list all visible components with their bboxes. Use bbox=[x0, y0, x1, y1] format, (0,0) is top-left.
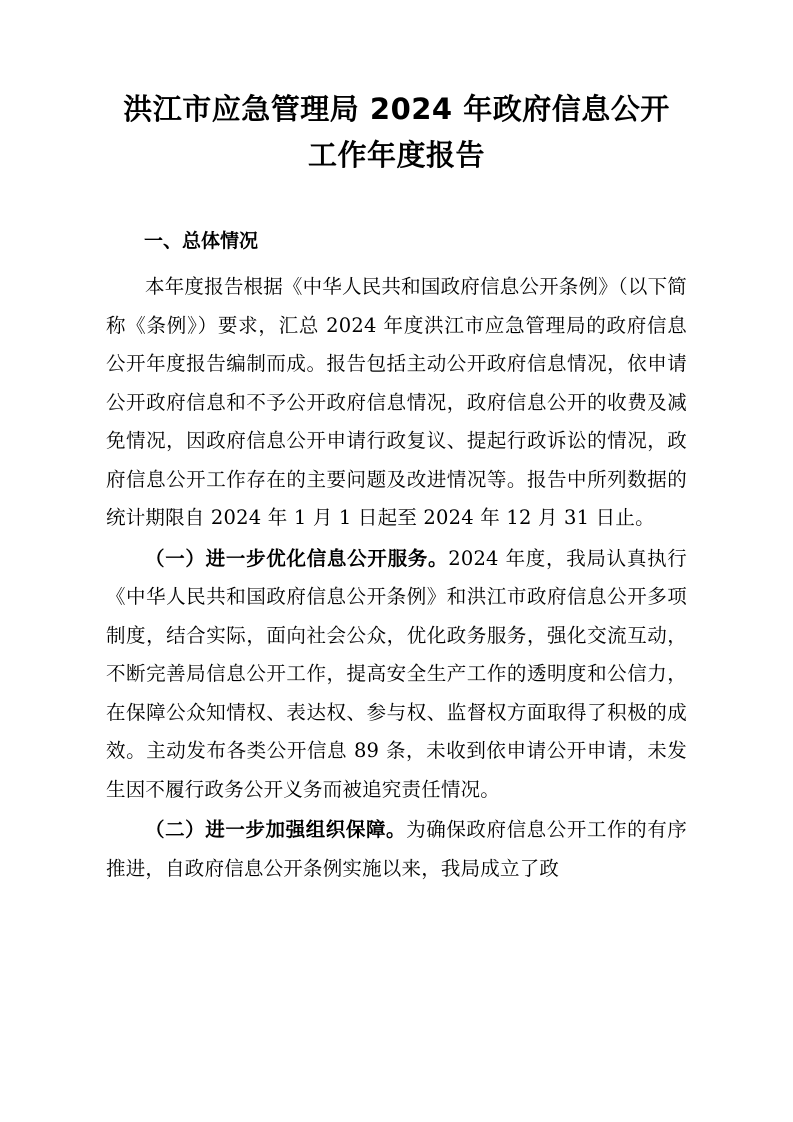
paragraph-report-basis bbox=[106, 268, 687, 538]
section-overall-situation bbox=[106, 222, 687, 888]
paragraph-organizational-guarantee bbox=[106, 811, 687, 888]
page-title: 洪江市应急管理局 2024 年政府信息公开工作年度报告 bbox=[123, 92, 670, 172]
paragraph-lead-label: （一）进一步优化信息公开服务。 bbox=[145, 546, 449, 570]
paragraph-text: 为确保政府信息公开工作的有序推进，自政府信息公开条例实施以来，我局成立了政 bbox=[106, 818, 687, 880]
paragraph-optimize-service bbox=[106, 540, 687, 810]
section-heading: 一、总体情况 bbox=[144, 230, 259, 252]
paragraph-lead-label: （二）进一步加强组织保障。 bbox=[145, 818, 407, 841]
paragraph-text: 2024 年度，我局认真执行《中华人民共和国政府信息公开条例》和洪江市政府信息公开多项制度，结合实际，面向社会公众，优化政务服务，强化交流互动，不断完善局信息公开工作，提高安全生产工作的透明度和公信力，在保障公众知情权、表达权、参与权、监督权方面取得了积极的成效。主动发布各类公开信息 89 条，未收到依申请公开申请，未发生因不履行政务公开义务而被追究责任情况。 bbox=[106, 546, 687, 801]
paragraph-text: 本年度报告根据《中华人民共和国政府信息公开条例》（以下简称《条例》）要求，汇总 2024 年度洪江市应急管理局的政府信息公开年度报告编制而成。报告包括主动公开政府信息情况，依申请公开政府信息和不予公开政府信息情况，政府信息公开的收费及减免情况，因政府信息公开申请行政复议、提起行政诉讼的情况，政府信息公开工作存在的主要问题及改进情况等。报告中所列数据的统计期限自 2024 年 1 月 1 日起至 2024 年 12 月 31 日止。 bbox=[106, 275, 687, 529]
